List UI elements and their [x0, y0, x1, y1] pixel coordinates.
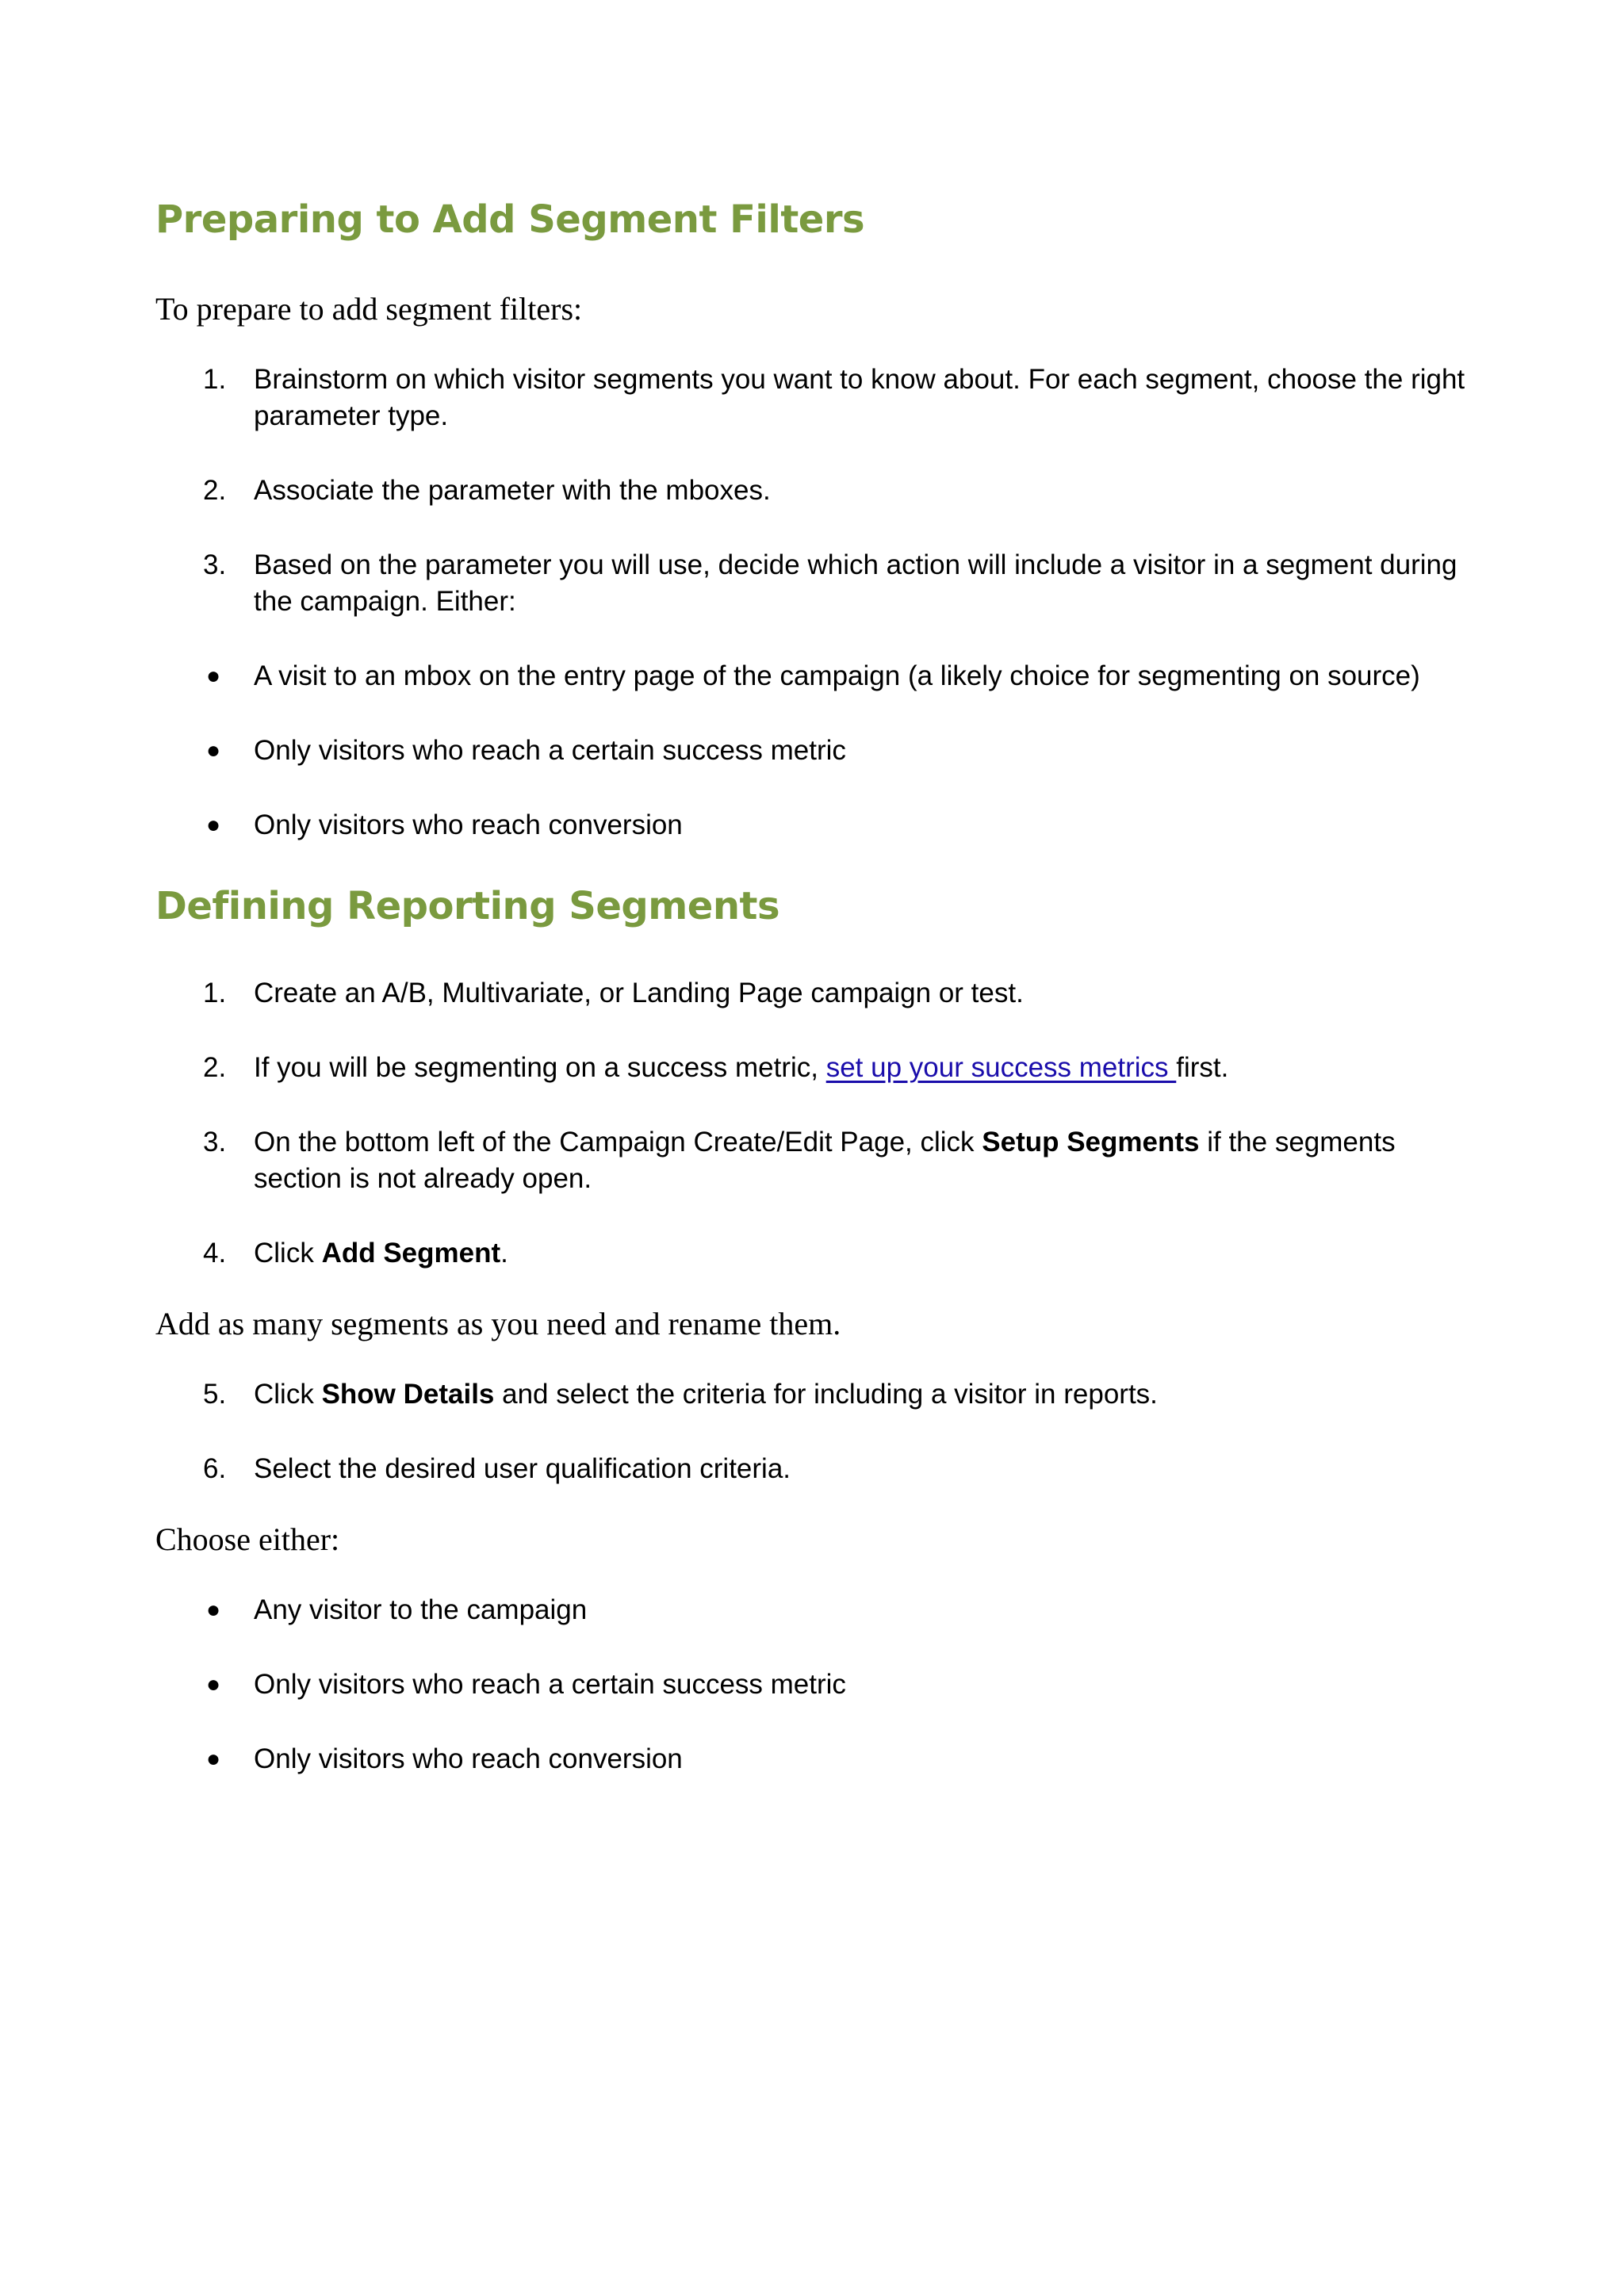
list-item	[155, 1050, 1488, 1086]
list-item	[155, 1124, 1488, 1197]
list-number: 6.	[203, 1453, 227, 1484]
list-item-text-after: if the segments section is not already open.	[254, 1127, 1396, 1194]
list-item	[155, 1451, 1488, 1487]
list-number: 4.	[203, 1238, 227, 1269]
bullet-icon: ●	[206, 737, 221, 763]
list-item-text: Brainstorm on which visitor segments you want to know about. For each segment, choose the right parameter type.	[254, 364, 1465, 431]
choose-paragraph: Choose either:	[155, 1521, 340, 1557]
list-number: 5.	[203, 1379, 227, 1410]
bullet-icon: ●	[206, 663, 221, 689]
show-details-label: Show Details	[321, 1379, 495, 1410]
bullet-item-text: A visit to an mbox on the entry page of the campaign (a likely choice for segmenting on source)	[254, 660, 1420, 691]
list-item	[155, 547, 1488, 620]
list-item-text: Click	[254, 1238, 322, 1269]
list-item	[155, 1235, 1488, 1272]
criteria-bullet-list	[155, 1592, 1488, 1777]
intro-paragraph: To prepare to add segment filters:	[155, 291, 583, 327]
note-paragraph: Add as many segments as you need and rename them.	[155, 1306, 841, 1341]
list-number: 3.	[203, 549, 227, 580]
list-item-text: Select the desired user qualification criteria.	[254, 1453, 791, 1484]
section-heading-defining: Defining Reporting Segments	[155, 884, 780, 928]
bullet-item-text: Only visitors who reach conversion	[254, 809, 683, 840]
list-item	[155, 975, 1488, 1012]
bullet-icon: ●	[206, 1746, 221, 1772]
bullet-item-text: Only visitors who reach a certain success metric	[254, 735, 846, 766]
list-item-text: Create an A/B, Multivariate, or Landing Page campaign or test.	[254, 978, 1024, 1008]
list-item-text-after: and select the criteria for including a visitor in reports.	[494, 1379, 1158, 1410]
list-item-text: Click	[254, 1379, 322, 1410]
list-number: 1.	[203, 978, 227, 1008]
preparing-steps-list	[155, 362, 1488, 844]
list-item-text: If you will be segmenting on a success metric,	[254, 1052, 826, 1083]
bullet-item-text: Only visitors who reach conversion	[254, 1743, 683, 1774]
defining-steps-list	[155, 975, 1488, 1272]
bullet-item	[155, 1667, 1488, 1703]
add-segment-label: Add Segment	[321, 1238, 501, 1269]
list-number: 1.	[203, 364, 227, 395]
success-metrics-link[interactable]: set up your success metrics	[825, 1052, 1177, 1083]
bullet-item	[155, 807, 1488, 844]
bullet-item	[155, 1592, 1488, 1628]
list-item	[155, 473, 1488, 509]
list-item	[155, 1376, 1488, 1413]
bullet-item	[155, 733, 1488, 769]
bullet-item	[155, 658, 1488, 695]
list-item-text: On the bottom left of the Campaign Create/Edit Page, click	[254, 1127, 982, 1158]
list-number: 2.	[203, 1052, 227, 1083]
list-item	[155, 362, 1488, 434]
section-heading-preparing: Preparing to Add Segment Filters	[155, 197, 865, 242]
list-item-text-after: first.	[1176, 1052, 1229, 1083]
setup-segments-label: Setup Segments	[982, 1127, 1200, 1158]
bullet-icon: ●	[206, 812, 221, 838]
defining-steps-list-continued	[155, 1376, 1488, 1487]
list-item-text-after: .	[500, 1238, 508, 1269]
list-item-text: Based on the parameter you will use, decide which action will include a visitor in a segment during the campaign. Either:	[254, 549, 1457, 617]
bullet-item	[155, 1741, 1488, 1777]
document-page	[155, 197, 1488, 1777]
bullet-item-text: Any visitor to the campaign	[254, 1594, 588, 1625]
bullet-icon: ●	[206, 1671, 221, 1697]
list-item-text: Associate the parameter with the mboxes.	[254, 475, 771, 506]
list-number: 2.	[203, 475, 227, 506]
list-number: 3.	[203, 1127, 227, 1158]
bullet-icon: ●	[206, 1597, 221, 1623]
bullet-item-text: Only visitors who reach a certain success metric	[254, 1669, 846, 1700]
